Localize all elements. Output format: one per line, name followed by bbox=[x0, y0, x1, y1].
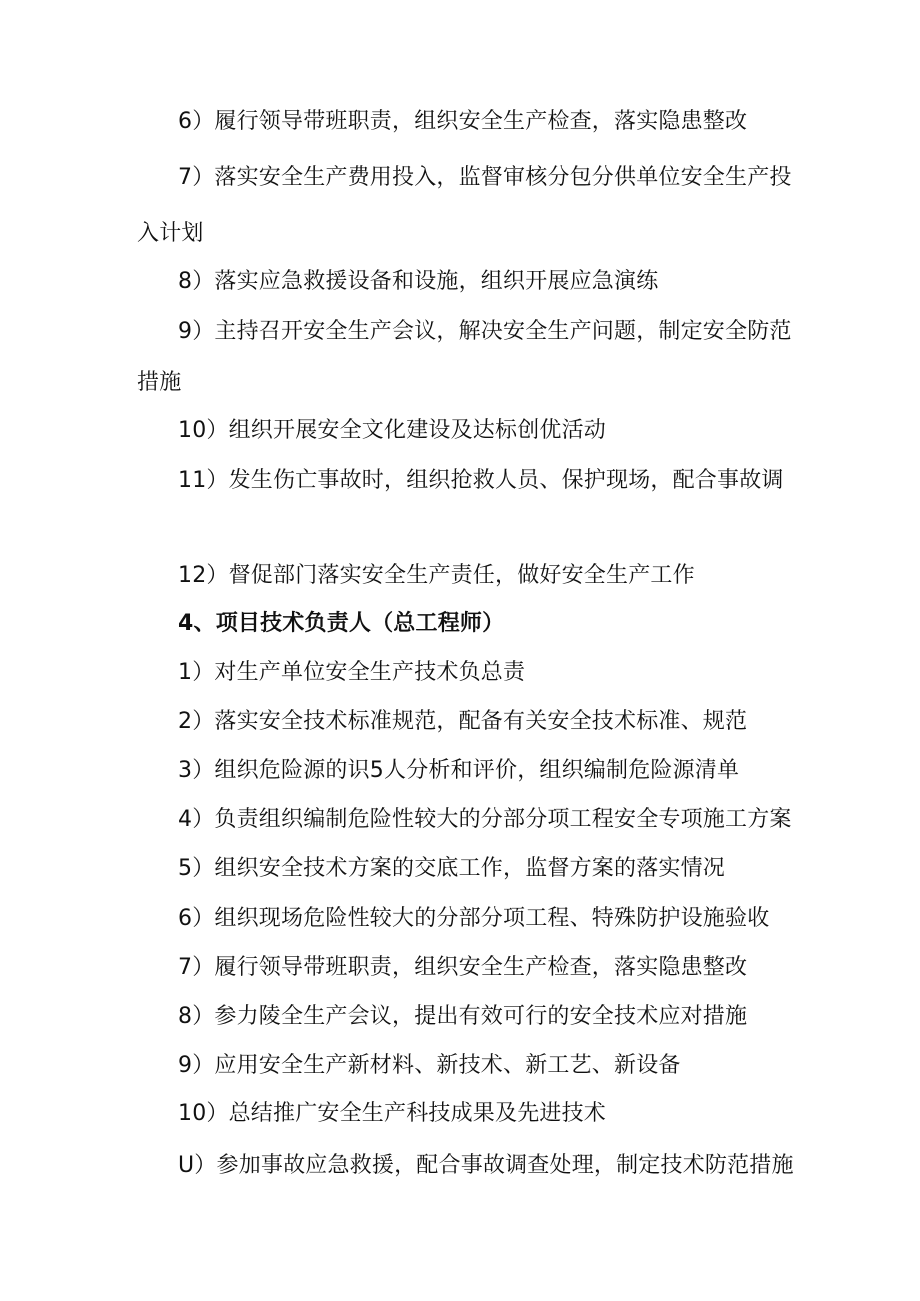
tech-item-5: 5）组织安全技术方案的交底工作，监督方案的落实情况 bbox=[178, 856, 725, 881]
duty-item-9-continuation: 措施 bbox=[137, 370, 182, 395]
duty-item-11: 11）发生伤亡事故时，组织抢救人员、保护现场，配合事故调 bbox=[178, 468, 784, 493]
duty-item-9: 9）主持召开安全生产会议，解决安全生产问题，制定安全防范 bbox=[178, 319, 792, 344]
tech-item-1: 1）对生产单位安全生产技术负总责 bbox=[178, 660, 526, 685]
tech-item-2: 2）落实安全技术标准规范，配备有关安全技术标准、规范 bbox=[178, 709, 748, 734]
tech-item-10: 10）总结推广安全生产科技成果及先进技术 bbox=[178, 1101, 606, 1126]
tech-item-11: U）参加事故应急救援，配合事故调查处理，制定技术防范措施 bbox=[178, 1153, 794, 1178]
tech-item-3: 3）组织危险源的识5人分析和评价，组织编制危险源清单 bbox=[178, 758, 740, 783]
duty-item-7: 7）落实安全生产费用投入，监督审核分包分供单位安全生产投 bbox=[178, 165, 792, 190]
tech-item-8: 8）参力陵全生产会议，提出有效可行的安全技术应对措施 bbox=[178, 1004, 748, 1029]
tech-item-4: 4）负责组织编制危险性较大的分部分项工程安全专项施工方案 bbox=[178, 807, 792, 832]
duty-item-8: 8）落实应急救援设备和设施，组织开展应急演练 bbox=[178, 269, 659, 294]
section-heading-technical-lead: 4、项目技术负责人（总工程师） bbox=[178, 611, 505, 636]
tech-item-9: 9）应用安全生产新材料、新技术、新工艺、新设备 bbox=[178, 1053, 681, 1078]
tech-item-7: 7）履行领导带班职责，组织安全生产检查，落实隐患整改 bbox=[178, 955, 748, 980]
tech-item-6: 6）组织现场危险性较大的分部分项工程、特殊防护设施验收 bbox=[178, 906, 770, 931]
duty-item-10: 10）组织开展安全文化建设及达标创优活动 bbox=[178, 418, 606, 443]
duty-item-6: 6）履行领导带班职责，组织安全生产检查，落实隐患整改 bbox=[178, 109, 748, 134]
duty-item-7-continuation: 入计划 bbox=[137, 221, 204, 246]
duty-item-12: 12）督促部门落实安全生产责任，做好安全生产工作 bbox=[178, 563, 695, 588]
